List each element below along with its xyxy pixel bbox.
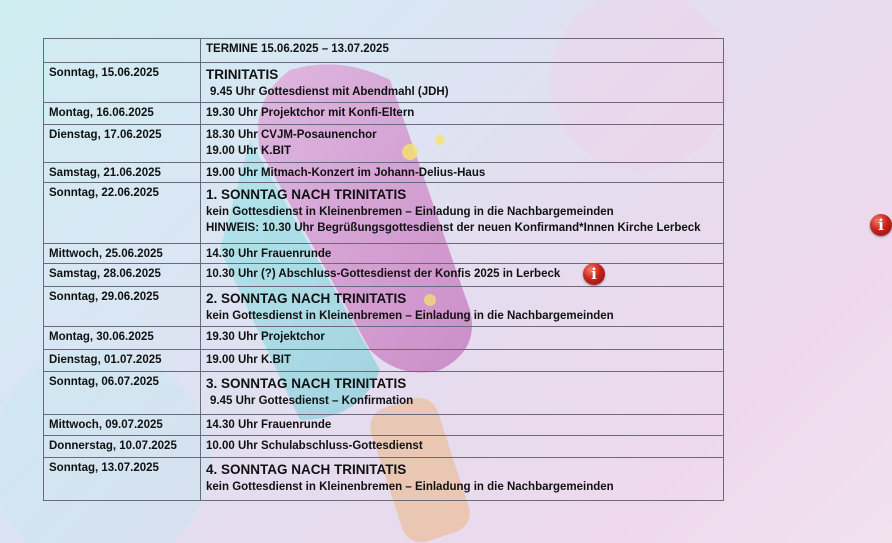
event-line: 14.30 Uhr Frauenrunde [206,248,332,260]
table-row [44,415,724,436]
table-row [44,458,724,501]
schedule-table [43,38,884,501]
event-line: 10.00 Uhr Schulabschluss-Gottesdienst [206,440,423,452]
event-cell [201,458,724,501]
event-heading: 2. SONNTAG NACH TRINITATIS [206,291,407,306]
table-row [44,103,724,125]
date-cell: Sonntag, 06.07.2025 [44,372,201,415]
date-cell: Sonntag, 22.06.2025 [44,183,201,244]
table-header-row [44,39,724,63]
event-line: 10.30 Uhr (?) Abschluss-Gottesdienst der Konfis 2025 in Lerbeck [206,268,561,280]
info-icon[interactable]: i [870,214,892,236]
event-heading: 4. SONNTAG NACH TRINITATIS [206,462,407,477]
table-row [44,163,724,183]
table-row [44,436,724,458]
page-title: TERMINE 15.06.2025 – 13.07.2025 [201,39,724,63]
date-cell: Samstag, 21.06.2025 [44,163,201,183]
event-cell [201,183,884,244]
event-cell [201,63,724,103]
table-row [44,63,724,103]
table-row [44,244,724,264]
event-cell [201,103,724,125]
date-cell: Dienstag, 01.07.2025 [44,350,201,372]
event-line: kein Gottesdienst in Kleinenbremen – Einladung in die Nachbargemeinden [206,310,614,322]
header-empty-cell [44,39,201,63]
event-line: 19.00 Uhr Mitmach-Konzert im Johann-Delius-Haus [206,167,486,179]
event-line: 19.00 Uhr K.BIT [206,145,291,157]
table-row [44,372,724,415]
table-row [44,350,724,372]
date-cell: Donnerstag, 10.07.2025 [44,436,201,458]
table-row [44,125,724,163]
event-line: 19.30 Uhr Projektchor mit Konfi-Eltern [206,107,415,119]
date-cell: Sonntag, 15.06.2025 [44,63,201,103]
event-cell [201,415,724,436]
date-cell: Mittwoch, 09.07.2025 [44,415,201,436]
event-line: 18.30 Uhr CVJM-Posaunenchor [206,129,377,141]
event-line: kein Gottesdienst in Kleinenbremen – Einladung in die Nachbargemeinden [206,481,614,493]
table-row [44,183,724,244]
event-line-with-info [206,216,884,236]
event-cell [201,264,724,287]
event-line: 19.00 Uhr K.BIT [206,354,291,366]
event-cell [201,244,724,264]
table-row [44,287,724,327]
table-row [44,327,724,350]
date-cell: Montag, 30.06.2025 [44,327,201,350]
date-cell: Sonntag, 29.06.2025 [44,287,201,327]
event-line: kein Gottesdienst in Kleinenbremen – Einladung in die Nachbargemeinden [206,206,614,218]
event-note: HINWEIS: 10.30 Uhr Begrüßungsgottesdienst der neuen Konfirmand*Innen Kirche Lerbeck [206,222,701,234]
date-cell: Mittwoch, 25.06.2025 [44,244,201,264]
event-line: 14.30 Uhr Frauenrunde [206,419,332,431]
event-line: 9.45 Uhr Gottesdienst – Konfirmation [210,395,414,407]
date-cell: Sonntag, 13.07.2025 [44,458,201,501]
event-line: 19.30 Uhr Projektchor [206,331,325,343]
date-cell: Samstag, 28.06.2025 [44,264,201,287]
event-heading: 1. SONNTAG NACH TRINITATIS [206,187,407,202]
info-icon[interactable]: i [583,263,605,285]
event-line: 9.45 Uhr Gottesdienst mit Abendmahl (JDH) [210,86,449,98]
event-cell [201,372,724,415]
table-row [44,264,724,287]
event-cell [201,287,724,327]
date-cell: Dienstag, 17.06.2025 [44,125,201,163]
event-cell [201,350,724,372]
event-line-with-info [206,266,718,282]
event-cell [201,436,724,458]
event-heading: TRINITATIS [206,67,279,82]
date-cell: Montag, 16.06.2025 [44,103,201,125]
event-cell [201,327,724,350]
event-cell [201,125,724,163]
event-heading: 3. SONNTAG NACH TRINITATIS [206,376,407,391]
event-cell [201,163,724,183]
